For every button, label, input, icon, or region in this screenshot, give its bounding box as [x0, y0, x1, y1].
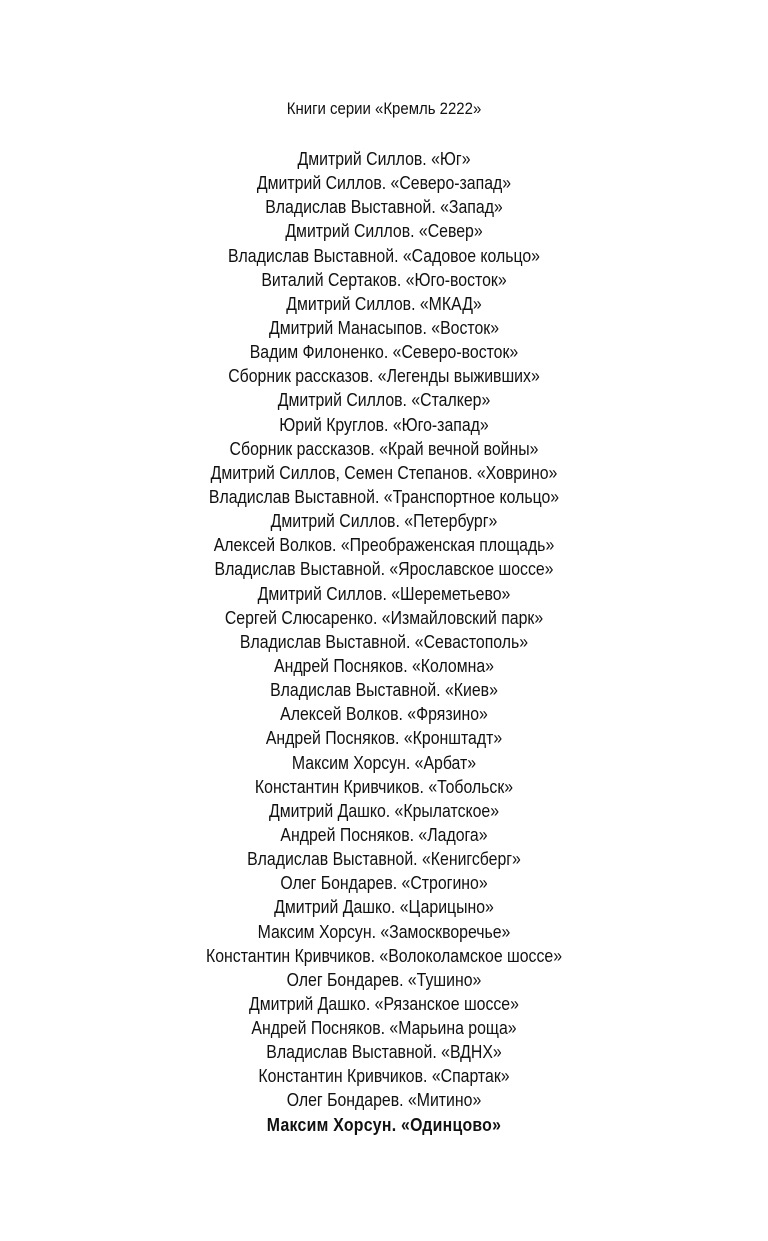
book-list-item: Олег Бондарев. «Строгино» [280, 873, 488, 894]
book-list-item: Алексей Волков. «Фрязино» [280, 704, 488, 725]
book-list-item: Андрей Посняков. «Коломна» [274, 655, 494, 676]
book-list-item: Дмитрий Силлов. «Шереметьево» [257, 583, 511, 604]
book-list-item: Дмитрий Силлов. «Северо-запад» [256, 173, 512, 194]
book-list-item: Константин Кривчиков. «Спартак» [258, 1066, 510, 1087]
book-list-item: Дмитрий Дашко. «Рязанское шоссе» [249, 993, 519, 1014]
book-list-item: Вадим Филоненко. «Северо-восток» [249, 342, 519, 363]
book-list-item: Максим Хорсун. «Арбат» [291, 752, 477, 773]
book-list-item: Дмитрий Силлов. «Юг» [297, 149, 471, 169]
book-list-item: Дмитрий Силлов. «Сталкер» [277, 390, 491, 411]
book-list-item: Владислав Выставной. «ВДНХ» [266, 1042, 502, 1063]
book-list-item: Владислав Выставной. «Транспортное кольцо» [208, 486, 560, 507]
book-list-item: Дмитрий Силлов. «Север» [285, 221, 483, 242]
book-list-item: Олег Бондарев. «Митино» [286, 1090, 482, 1111]
book-list [0, 147, 768, 1137]
book-list-item: Владислав Выставной. «Севастополь» [239, 631, 529, 652]
book-list-item: Владислав Выставной. «Ярославское шоссе» [214, 559, 554, 580]
book-list-item: Владислав Выставной. «Садовое кольцо» [227, 245, 540, 266]
book-list-item: Сергей Слюсаренко. «Измайловский парк» [224, 607, 544, 628]
book-list-item: Олег Бондарев. «Тушино» [286, 969, 482, 990]
series-title: Книги серии «Кремль 2222» [286, 99, 482, 118]
book-list-item: Дмитрий Силлов, Семен Степанов. «Ховрино» [210, 462, 558, 483]
book-list-item: Дмитрий Дашко. «Крылатское» [268, 800, 500, 821]
book-list-item: Владислав Выставной. «Запад» [265, 197, 503, 218]
book-list-item: Константин Кривчиков. «Тобольск» [254, 776, 514, 797]
book-list-item: Константин Кривчиков. «Волоколамское шоссе» [205, 945, 563, 966]
book-list-item: Виталий Сертаков. «Юго-восток» [261, 269, 507, 290]
book-list-item: Алексей Волков. «Преображенская площадь» [213, 535, 555, 556]
book-list-item: Дмитрий Силлов. «Петербург» [270, 511, 498, 532]
book-list-item: Дмитрий Силлов. «МКАД» [286, 293, 482, 314]
book-list-item: Сборник рассказов. «Легенды выживших» [228, 366, 540, 387]
book-list-item: Андрей Посняков. «Ладога» [280, 824, 488, 845]
book-list-item: Сборник рассказов. «Край вечной войны» [229, 438, 539, 459]
book-list-item: Владислав Выставной. «Кенигсберг» [247, 849, 521, 870]
book-list-item: Андрей Посняков. «Кронштадт» [265, 728, 503, 749]
book-list-item: Юрий Круглов. «Юго-запад» [279, 414, 489, 435]
book-list-item: Владислав Выставной. «Киев» [270, 680, 498, 701]
current-book-item: Максим Хорсун. «Одинцово» [266, 1114, 502, 1135]
book-list-item: Максим Хорсун. «Замоскворечье» [257, 921, 511, 942]
book-list-item: Дмитрий Дашко. «Царицыно» [274, 897, 494, 918]
book-list-item: Дмитрий Манасыпов. «Восток» [268, 317, 500, 338]
book-list-item: Андрей Посняков. «Марьина роща» [251, 1018, 517, 1039]
